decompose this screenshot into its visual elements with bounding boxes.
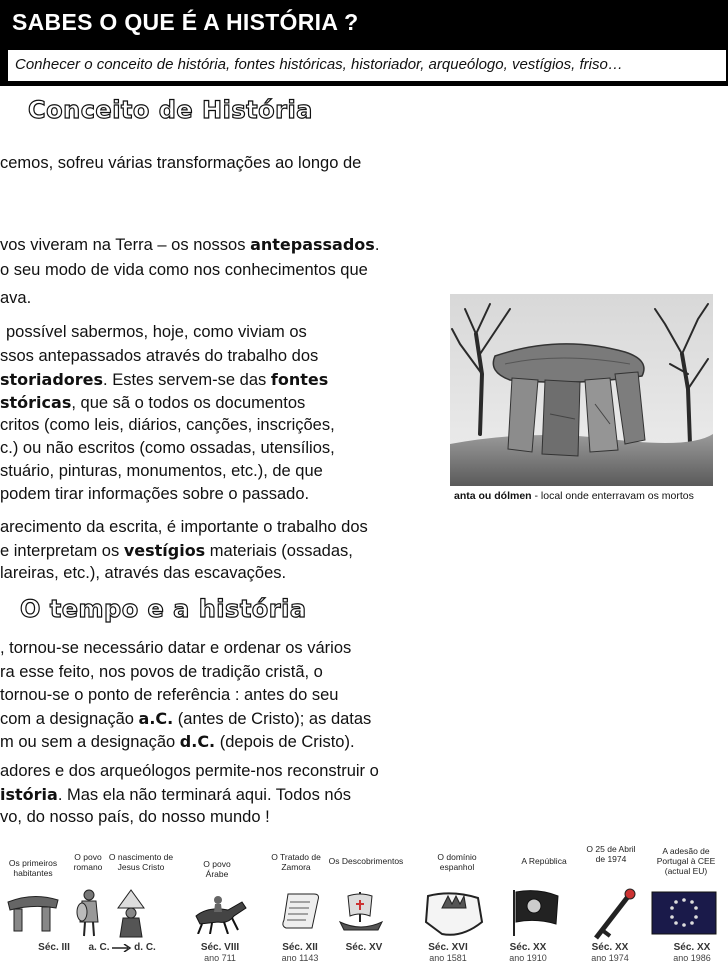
century-label: Séc. XV (345, 942, 383, 953)
text-line: ava. (0, 289, 32, 307)
text-line: critos (como leis, diários, canções, inscrições, (0, 416, 335, 434)
text-line: stóricas, que sã o todos os documentos (0, 393, 306, 412)
arrow-icon (112, 944, 132, 952)
text-line: storiadores. Estes servem-se das fontes (0, 370, 329, 389)
arab-horseman-icon (188, 892, 250, 934)
text-line: arecimento da escrita, é importante o trabalho dos (0, 518, 368, 536)
header-bar (0, 0, 728, 86)
text-line: vos viveram na Terra – os nossos antepassados. (0, 235, 380, 254)
text-line: m ou sem a designação d.C. (depois de Cristo). (0, 732, 355, 751)
century-label: d. C. (134, 942, 156, 953)
scroll-icon (282, 890, 322, 932)
text-line: c.) ou não escritos (como ossadas, utensílios, (0, 439, 335, 457)
text-line: podem tirar informações sobre o passado. (0, 485, 310, 503)
timeline-label: O nascimento de Jesus Cristo (108, 852, 174, 872)
page-title: SABES O QUE É A HISTÓRIA ? (12, 9, 359, 35)
page-subtitle: Conhecer o conceito de história, fontes históricas, historiador, arqueólogo, vestígios, friso… (15, 56, 623, 73)
eu-flag-icon (650, 890, 718, 936)
text-line: e interpretam os vestígios materiais (ossadas, (0, 541, 353, 560)
text-line: stuário, pinturas, monumentos, etc.), de que (0, 462, 323, 480)
timeline-label: A adesão de Portugal à CEE (actual EU) (656, 846, 716, 876)
century-label: Séc. III (38, 942, 70, 953)
timeline-label: O povo Árabe (203, 859, 231, 879)
republic-flag-icon (510, 888, 562, 938)
timeline-label: A República (521, 856, 567, 866)
rifle-carnation-icon (592, 886, 638, 940)
century-label: Séc. VIII ano 711 (200, 942, 240, 963)
text-line: adores e dos arqueólogos permite-nos reconstruir o (0, 762, 379, 780)
timeline-label: O povo romano (73, 852, 103, 872)
century-label: Séc. XX ano 1910 (509, 942, 547, 963)
nativity-icon (116, 888, 146, 938)
section-title-tempo: O tempo e a história (20, 595, 307, 623)
text-line: possível sabermos, hoje, como viviam os (6, 323, 307, 341)
text-line: ssos antepassados através do trabalho dos (0, 347, 319, 365)
caravel-icon (336, 886, 386, 936)
timeline-label: O domínio espanhol (437, 852, 477, 872)
century-label: a. C. (88, 942, 110, 953)
roman-soldier-icon (76, 888, 102, 938)
text-line: , tornou-se necessário datar e ordenar os vários (0, 639, 352, 657)
text-line: istória. Mas ela não terminará aqui. Todos nós (0, 785, 352, 804)
section-title-conceito: Conceito de História (28, 96, 313, 124)
dolmen-icon (6, 892, 60, 932)
text-line: lareiras, etc.), através das escavações. (0, 564, 287, 582)
timeline-friso (0, 832, 728, 971)
dolmen-photo (450, 294, 713, 486)
century-label: Séc. XX ano 1974 (591, 942, 629, 963)
text-line: com a designação a.C. (antes de Cristo); as datas (0, 709, 372, 728)
text-line: vo, do nosso país, do nosso mundo ! (0, 808, 270, 826)
text-line: tornou-se o ponto de referência : antes do seu (0, 686, 339, 704)
text-line: o seu modo de vida como nos conhecimentos que (0, 261, 368, 279)
text-line: cemos, sofreu várias transformações ao longo de (0, 154, 362, 172)
crowned-map-icon (422, 888, 486, 940)
subtitle-box (8, 50, 726, 81)
timeline-label: O 25 de Abril de 1974 (586, 844, 636, 864)
century-label: Séc. XX ano 1986 (673, 942, 711, 963)
century-label: Séc. XVI ano 1581 (428, 942, 468, 963)
text-line: ra esse feito, nos povos de tradição cristã, o (0, 663, 323, 681)
photo-caption: anta ou dólmen - local onde enterravam os mortos (454, 490, 694, 502)
timeline-label: Os Descobrimentos (328, 856, 404, 866)
century-label: Séc. XII ano 1143 (281, 942, 319, 963)
timeline-label: Os primeiros habitantes (8, 858, 58, 878)
timeline-label: O Tratado de Zamora (271, 852, 321, 872)
